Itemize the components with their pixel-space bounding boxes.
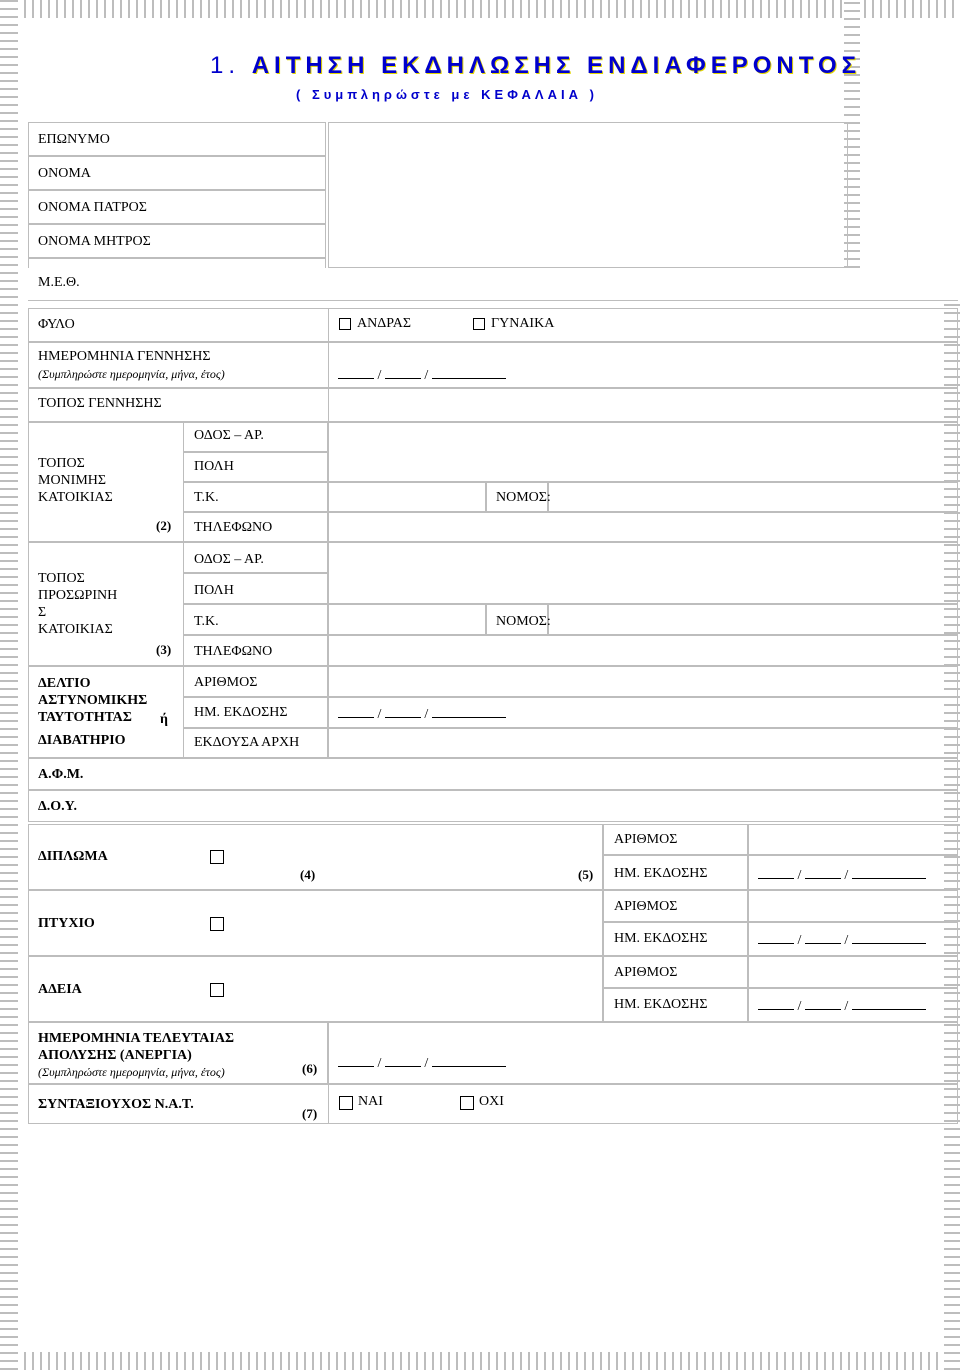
form-subtitle: ( Συμπληρώστε με ΚΕΦΑΛΑΙΑ ) [296,87,598,102]
permanent-street-label: ΟΔΟΣ – ΑΡ. [194,428,264,443]
id-card-label-line1: ΔΕΛΤΙΟ [38,676,91,691]
dismissal-hint: (Συμπληρώστε ημερομηνία, μήνα, έτος) [38,1065,225,1079]
male-label: ΑΝΔΡΑΣ [357,316,411,331]
dismissal-label-line1: ΗΜΕΡΟΜΗΝΙΑ ΤΕΛΕΥΤΑΙΑΣ [38,1031,235,1046]
afm-label: Α.Φ.Μ. [38,767,84,782]
id-number-input[interactable] [328,666,958,697]
female-checkbox[interactable] [473,318,485,330]
degree-number-label: ΑΡΙΘΜΟΣ [614,899,678,914]
divider [28,300,958,301]
diploma-checkbox[interactable] [210,850,224,864]
afm-row [28,758,958,790]
license-issue-date-field[interactable]: / / [758,997,926,1015]
doy-label: Δ.Ο.Υ. [38,799,78,814]
divider [328,1084,329,1124]
id-card-or: ή [160,712,168,727]
birthdate-hint: (Συμπληρώστε ημερομηνία, μήνα, έτος) [38,367,225,381]
diploma-issue-label: ΗΜ. ΕΚΔΟΣΗΣ [614,866,708,881]
license-number-input[interactable] [748,956,958,988]
temporary-nomos-label: ΝΟΜΟΣ: [496,614,551,629]
license-row [28,956,603,1022]
temporary-label-line1: ΤΟΠΟΣ [38,571,85,586]
form-title-text: ΑΙΤΗΣΗ ΕΚΔΗΛΩΣΗΣ ΕΝΔΙΑΦΕΡΟΝΤΟΣ [251,52,862,79]
id-authority-input[interactable] [328,728,958,758]
id-number-label: ΑΡΙΘΜΟΣ [194,675,258,690]
pension-yes-checkbox[interactable] [339,1096,353,1110]
id-card-label-line4: ΔΙΑΒΑΤΗΡΙΟ [38,733,126,748]
temporary-city-label: ΠΟΛΗ [194,583,234,598]
dismissal-input-cell [328,1022,958,1084]
id-issue-date-field[interactable]: / / [338,705,506,723]
gender-label: ΦΥΛΟ [38,317,75,332]
temporary-label-line3: Σ [38,605,47,620]
male-checkbox[interactable] [339,318,351,330]
temporary-tk-label: Τ.Κ. [194,614,219,629]
temporary-phone-input[interactable] [328,635,958,666]
degree-number-input[interactable] [748,890,958,922]
name-input-area[interactable] [328,122,848,268]
decorative-border-bottom [0,1352,960,1370]
permanent-city-label: ΠΟΛΗ [194,459,234,474]
female-label: ΓΥΝΑΙΚΑ [491,316,555,331]
temporary-note: (3) [156,642,172,657]
permanent-nomos-label: ΝΟΜΟΣ: [496,490,551,505]
education-note-4: (4) [300,867,316,882]
temporary-street-city-input[interactable] [328,542,958,604]
license-checkbox[interactable] [210,983,224,997]
pension-note: (7) [302,1106,318,1121]
dismissal-date-field[interactable]: / / [338,1054,506,1072]
diploma-number-label: ΑΡΙΘΜΟΣ [614,832,678,847]
pension-yes-label: ΝΑΙ [358,1094,383,1109]
permanent-note: (2) [156,518,172,533]
permanent-phone-input[interactable] [328,512,958,542]
permanent-nomos-input[interactable] [548,482,958,512]
pension-no-checkbox[interactable] [460,1096,474,1110]
birthplace-label: ΤΟΠΟΣ ΓΕΝΝΗΣΗΣ [38,396,162,411]
degree-issue-label: ΗΜ. ΕΚΔΟΣΗΣ [614,931,708,946]
temporary-phone-label: ΤΗΛΕΦΩΝΟ [194,644,273,659]
id-card-label-line2: ΑΣΤΥΝΟΜΙΚΗΣ [38,693,148,708]
temporary-tk-input[interactable] [328,604,486,635]
pension-no-label: ΟΧΙ [479,1094,504,1109]
father-name-label: ΟΝΟΜΑ ΠΑΤΡΟΣ [38,200,147,215]
diploma-row [28,824,603,890]
permanent-label-line2: ΜΟΝΙΜΗΣ [38,473,107,488]
permanent-tk-label: Τ.Κ. [194,490,219,505]
diploma-label: ΔΙΠΛΩΜΑ [38,849,108,864]
form-title [210,52,861,80]
surname-label: ΕΠΩΝΥΜΟ [38,132,110,147]
mother-name-label: ΟΝΟΜΑ ΜΗΤΡΟΣ [38,234,151,249]
permanent-phone-label: ΤΗΛΕΦΩΝΟ [194,520,273,535]
temporary-nomos-input[interactable] [548,604,958,635]
diploma-number-input[interactable] [748,824,958,855]
permanent-street-city-input[interactable] [328,422,958,482]
birthplace-row [28,388,958,422]
license-issue-label: ΗΜ. ΕΚΔΟΣΗΣ [614,997,708,1012]
permanent-label-line1: ΤΟΠΟΣ [38,456,85,471]
license-number-label: ΑΡΙΘΜΟΣ [614,965,678,980]
degree-label: ΠΤΥΧΙΟ [38,916,95,931]
id-authority-label: ΕΚΔΟΥΣΑ ΑΡΧΗ [194,735,300,750]
name-label: ΟΝΟΜΑ [38,166,91,181]
license-label: ΑΔΕΙΑ [38,982,82,997]
dismissal-note: (6) [302,1061,318,1076]
id-issue-date-label: ΗΜ. ΕΚΔΟΣΗΣ [194,705,288,720]
meth-label: Μ.Ε.Θ. [38,275,80,290]
permanent-tk-input[interactable] [328,482,486,512]
dismissal-label-line2: ΑΠΟΛΥΣΗΣ (ΑΝΕΡΓΙΑ) [38,1048,192,1063]
birthdate-field[interactable]: / / [338,366,506,384]
degree-issue-date-field[interactable]: / / [758,931,926,949]
id-card-label-line3: ΤΑΥΤΟΤΗΤΑΣ [38,710,132,725]
diploma-issue-date-field[interactable]: / / [758,866,926,884]
doy-row [28,790,958,822]
degree-row [28,890,603,956]
temporary-street-label: ΟΔΟΣ – ΑΡ. [194,552,264,567]
decorative-border-top [0,0,960,18]
decorative-border-left [0,0,18,1370]
temporary-label-line4: ΚΑΤΟΙΚΙΑΣ [38,622,113,637]
form-number: 1. [210,52,241,79]
spacer-cell [28,258,326,268]
birthdate-label: ΗΜΕΡΟΜΗΝΙΑ ΓΕΝΝΗΣΗΣ [38,349,211,364]
degree-checkbox[interactable] [210,917,224,931]
permanent-label-line3: ΚΑΤΟΙΚΙΑΣ [38,490,113,505]
education-note-5: (5) [578,867,594,882]
pension-label: ΣΥΝΤΑΞΙΟΥΧΟΣ Ν.Α.Τ. [38,1097,194,1112]
temporary-label-line2: ΠΡΟΣΩΡΙΝΗ [38,588,118,603]
